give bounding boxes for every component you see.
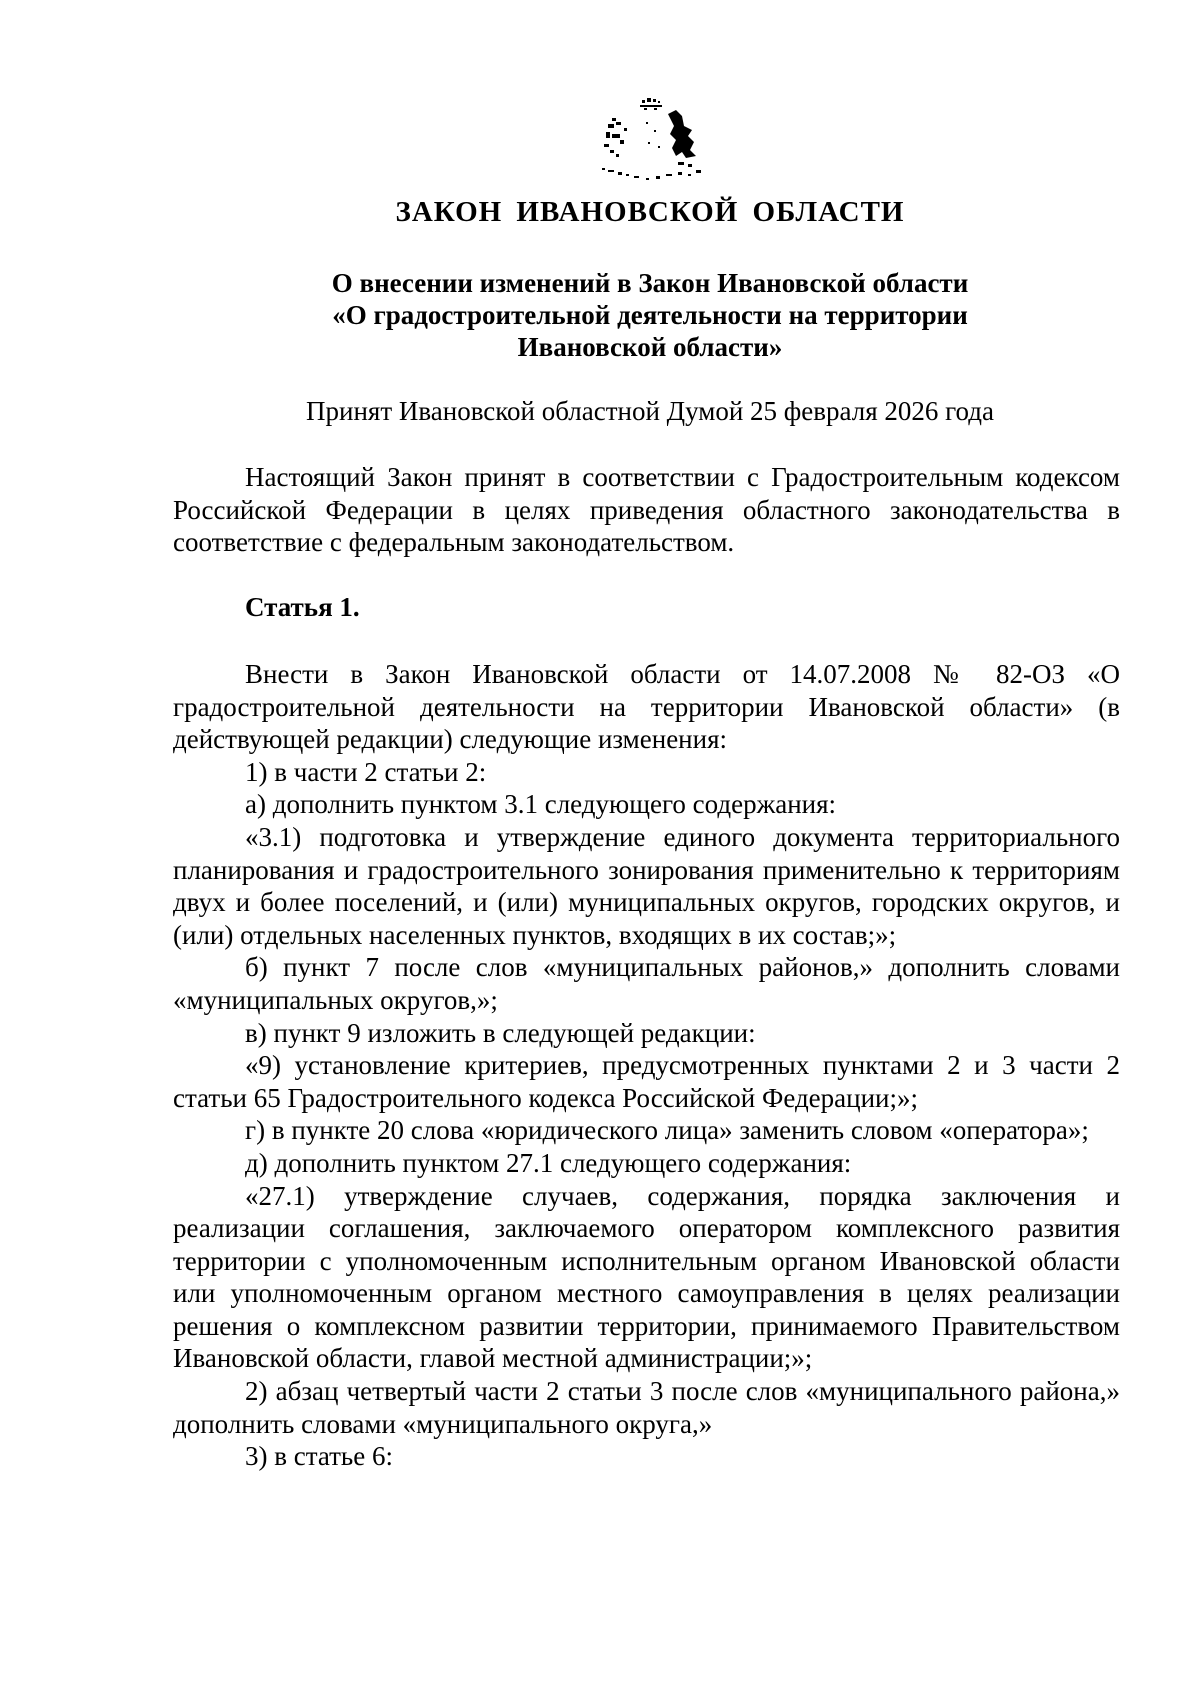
document-title: ЗАКОН ИВАНОВСКОЙ ОБЛАСТИ [395,196,905,228]
subtitle-line: «О градостроительной деятельности на территории [332,300,968,330]
intro-block [173,461,1120,559]
adoption-date-line: Принят Ивановской областной Думой 25 февраля 2026 года [306,396,994,426]
paragraph: б) пункт 7 после слов «муниципальных районов,» дополнить словами «муниципальных округов,»; [173,952,1120,1015]
document-subtitle [0,267,1200,363]
subtitle-line: О внесении изменений в Закон Ивановской области [331,268,969,298]
paragraph: г) в пункте 20 слова «юридического лица» заменить словом «оператора»; [245,1115,1089,1146]
paragraph: 3) в статье 6: [245,1441,393,1472]
paragraph: «3.1) подготовка и утверждение единого документа территориального планирования и градостроительного зонирования применительно к территориям двух и более поселений, и (или) муниципальных округов, городских округов, и (или) отдельных населенных пунктов, входящих в их состав;»; [173,821,1120,950]
coat-of-arms-icon [598,96,708,188]
paragraph: «27.1) утверждение случаев, содержания, порядка заключения и реализации соглашения, заключаемого оператором комплексного развития территории с уполномоченным исполнительным органом Ивановской области или уполномоченным органом местного самоуправления в целях реализации решения о комплексном развитии территории, принимаемого Правительством Ивановской области, главой местной администрации;»; [173,1180,1120,1374]
subtitle-line: Ивановской области» [517,332,783,362]
intro-paragraph: Настоящий Закон принят в соответствии с Градостроительным кодексом Российской Федерации в целях приведения областного законодательства в соответствие с федеральным законодательством. [173,462,1120,558]
paragraph: д) дополнить пунктом 27.1 следующего содержания: [245,1147,852,1178]
paragraph: Внести в Закон Ивановской области от 14.07.2008 № 82-ОЗ «О градостроительной деятельности на территории Ивановской области» (в действующей редакции) следующие изменения: [173,659,1120,755]
paragraph: «9) установление критериев, предусмотренных пунктами 2 и 3 части 2 статьи 65 Градостроительного кодекса Российской Федерации;»; [173,1050,1120,1113]
paragraph: 1) в части 2 статьи 2: [245,756,487,787]
paragraph: а) дополнить пунктом 3.1 следующего содержания: [245,789,837,820]
article-heading: Статья 1. [245,592,360,622]
paragraph: 2) абзац четвертый части 2 статьи 3 после слов «муниципального района,» дополнить словами «муниципального округа,» [173,1376,1120,1439]
paragraph: в) пункт 9 изложить в следующей редакции: [245,1017,756,1048]
article-body [173,658,1120,1473]
